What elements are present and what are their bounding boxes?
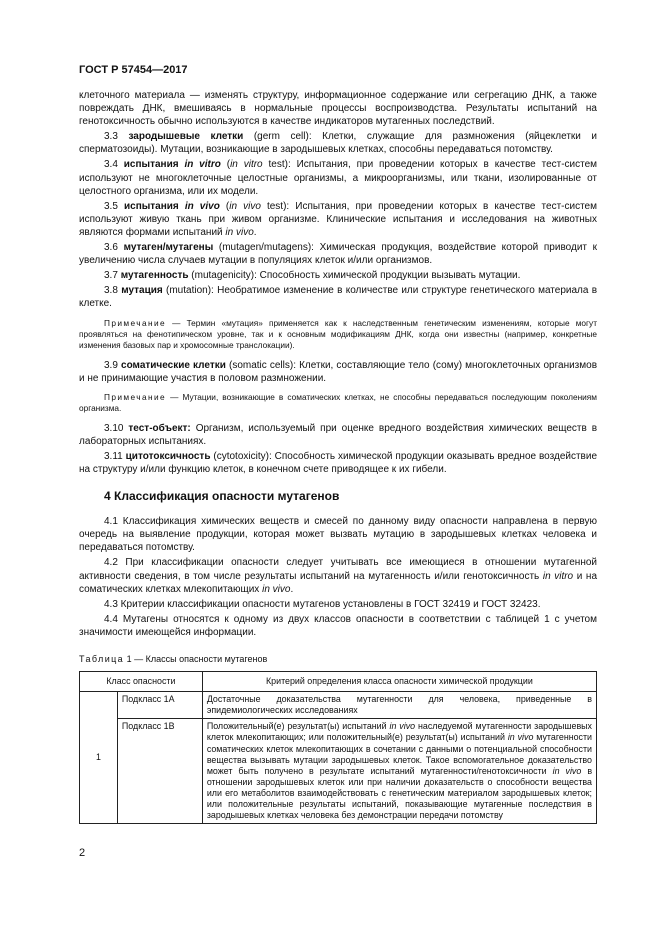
definition-term: цитотоксичность — [125, 450, 211, 462]
table-cell-subclass: Подкласс 1А — [117, 692, 202, 719]
paragraph-italic: in vitro — [542, 570, 574, 582]
definition-number: 3.10 — [104, 422, 124, 434]
definition-text: Организм, используемый при оценке вредного воздействия химических веществ в лабораторных испытаниях. — [79, 422, 598, 447]
definition-text-italic: in vivo — [225, 226, 254, 238]
definition-english: (cytotoxicity): — [213, 450, 272, 462]
table-row — [80, 692, 597, 719]
table-cell-description — [202, 719, 596, 824]
definition-english: test): — [266, 200, 290, 212]
cell-italic: in vivo — [552, 765, 582, 776]
definition-text: Химическая продукция, воздействие которой приводит к увеличению числа случаев мутации в популяциях клеток и/или организмов. — [79, 242, 598, 267]
definition-term: соматические клетки — [121, 359, 226, 371]
paragraph-text: и на соматических клетках млекопитающих — [79, 570, 598, 595]
page-number: 2 — [79, 847, 86, 859]
cell-italic: in vivo — [507, 732, 534, 743]
definition-3-3 — [79, 130, 597, 156]
definition-number: 3.8 — [104, 285, 118, 297]
definition-text: Способность химической продукции вызывать мутации. — [259, 270, 521, 282]
definition-term: испытания — [123, 200, 179, 212]
table-header-class: Класс опасности — [80, 672, 203, 692]
cell-italic: in vivo — [389, 721, 416, 732]
note-mutation — [79, 318, 597, 351]
definition-text: Необратимое изменение в количестве или структуре генетического материала в клетке. — [79, 285, 598, 310]
table-caption-label: Таблица — [79, 654, 125, 664]
paragraph-4-4: 4.4 Мутагены относятся к одному из двух классов опасности в соответствии с таблицей 1 с учетом значимости имеющейся информации. — [79, 613, 597, 638]
note-text: — Термин «мутация» применяется как к наследственным генетическим изменениям, которые могут проявляться на фенотипическом уровне, так и к основным модификациям ДНК, когда они известны (например, конкретные изменения базовых пар и хромосомные транслокации). — [79, 317, 597, 350]
definition-3-7 — [79, 269, 597, 282]
definition-number: 3.3 — [104, 131, 118, 143]
definition-term: мутагенность — [120, 270, 189, 282]
definition-text: Испытания, при проведении которых в качестве тест-систем используют живую ткань при живом организме. Клинические испытания и исследования на животных являются формами испытаний — [79, 200, 597, 238]
note-label: Примечание — [104, 391, 167, 402]
definition-english: ( — [226, 159, 231, 171]
table-cell-class: 1 — [80, 692, 118, 824]
definition-3-4 — [79, 158, 597, 197]
definition-number: 3.4 — [104, 159, 118, 171]
definition-text: Способность химической продукции оказывать вредное воздействие на структуру и/или функцию клеток, в конечном счете приводящее к их гибели. — [79, 450, 598, 475]
definition-number: 3.5 — [104, 200, 118, 212]
table-header-row — [80, 672, 597, 692]
note-text: — Мутации, возникающие в соматических клетках, не способны передаваться последующим поколениям организма. — [79, 391, 597, 413]
definition-3-10 — [79, 422, 597, 448]
definition-text: Клетки, составляющие тело (сому) многоклеточных организмов и не принимающие участия в половом размножении. — [79, 359, 598, 384]
definition-term: тест-объект: — [128, 422, 191, 434]
punctuation: . — [290, 583, 294, 595]
paragraph-4-1: 4.1 Классификация химических веществ и смесей по данному виду опасности направлена в первую очередь на выявление продукции, которая может вызвать мутацию в зародышевых клетках человека и передаваться потомству. — [79, 516, 597, 554]
definition-3-6 — [79, 241, 597, 267]
definition-number: 3.6 — [104, 242, 118, 254]
cell-text: мутагенности соматических клеток млекопитающих в сочетании с данными о потенциальной способности вещества вызывать мутации зародышевых клеток. Такое вспомогательное доказательство может быть получено в результате испытаний мутагенности/генотоксичности — [206, 732, 593, 776]
paragraph-4-3: 4.3 Критерии классификации опасности мутагенов установлены в ГОСТ 32419 и ГОСТ 32423. — [104, 598, 541, 610]
section-heading: 4 Классификация опасности мутагенов — [104, 489, 340, 504]
definition-term: испытания — [123, 159, 179, 171]
definition-text: Испытания, при проведении которых в качестве тест-систем используют не многоклеточные целостные организмы, а микроорганизмы, или ткани, изолированные от целостного организма, или их модели. — [79, 159, 598, 197]
definition-term: мутация — [121, 285, 163, 297]
definition-3-8 — [79, 284, 597, 310]
table-cell-description: Достаточные доказательства мутагенности для человека, приведенные в эпидемиологических исследованиях — [202, 692, 596, 719]
table-header-criteria: Критерий определения класса опасности химической продукции — [202, 672, 596, 692]
punctuation: . — [253, 226, 257, 238]
document-header: ГОСТ Р 57454—2017 — [79, 64, 188, 76]
paragraph-continuation: клеточного материала — изменять структуру, информационное содержание или сегрегацию ДНК, а также повреждать ДНК, вмешиваясь в нормальные процессы воспроизводства. Результаты испытаний на генотоксичность обычно используются в качестве индикаторов мутагенных последствий. — [79, 90, 597, 128]
definition-term: мутаген/мутагены — [123, 242, 214, 254]
definition-3-5 — [79, 200, 597, 239]
definition-english: (mutagen/mutagens): — [218, 242, 314, 254]
paragraph-italic: in vivo — [262, 583, 291, 595]
cell-text: наследуемой мутагенности зародышевых клеток млекопитающих; или положительный(е) результат(ы) испытаний — [206, 721, 592, 743]
cell-text: Положительный(е) результат(ы) испытаний — [206, 721, 387, 732]
paragraph-4-2 — [79, 556, 597, 595]
definition-term: зародышевые клетки — [128, 131, 244, 143]
definition-english: ( — [225, 200, 230, 212]
table-caption — [79, 653, 597, 666]
definition-english: test): — [268, 159, 291, 171]
definition-3-9 — [79, 359, 597, 385]
definition-number: 3.11 — [104, 450, 123, 462]
hazard-class-table-body — [79, 691, 597, 824]
definition-number: 3.9 — [104, 359, 118, 371]
table-caption-text: 1 — Классы опасности мутагенов — [126, 654, 268, 664]
document-body — [79, 89, 597, 824]
definition-term-italic: in vivo — [184, 200, 220, 212]
definition-english: (mutation): — [166, 285, 214, 297]
cell-text: в отношении зародышевых клеток или при наличии доказательств о способности вещества или его метаболитов взаимодействовать с генетическим материалом зародышевых клеток; или положительные результаты испытаний, показывающие мутагенные последствия в зародышевых клетках человека без демонстрации передачи потомству — [206, 765, 593, 821]
definition-english-italic: in vitro — [230, 159, 263, 171]
hazard-class-table — [79, 671, 597, 692]
definition-3-11 — [79, 450, 597, 476]
paragraph-text: 4.2 При классификации опасности следует учитывать все имеющиеся в отношении мутагенной активности сведения, в том числе результаты испытаний на мутагенность и/или генотоксичность — [79, 557, 597, 582]
definition-text: Клетки, служащие для размножения (яйцеклетки и сперматозоиды). Мутации, возникающие в зародышевых клетках, способны передаваться потомству. — [79, 131, 598, 156]
note-label: Примечание — [104, 317, 167, 328]
definition-english: (germ cell): — [253, 131, 312, 143]
table-cell-subclass: Подкласс 1В — [117, 719, 202, 824]
definition-english-italic: in vivo — [229, 200, 261, 212]
table-row — [80, 719, 597, 824]
note-somatic — [79, 392, 597, 414]
definition-term-italic: in vitro — [184, 159, 221, 171]
definition-number: 3.7 — [104, 270, 118, 282]
definition-english: (somatic cells): — [228, 359, 296, 371]
definition-english: (mutagenicity): — [191, 270, 257, 282]
